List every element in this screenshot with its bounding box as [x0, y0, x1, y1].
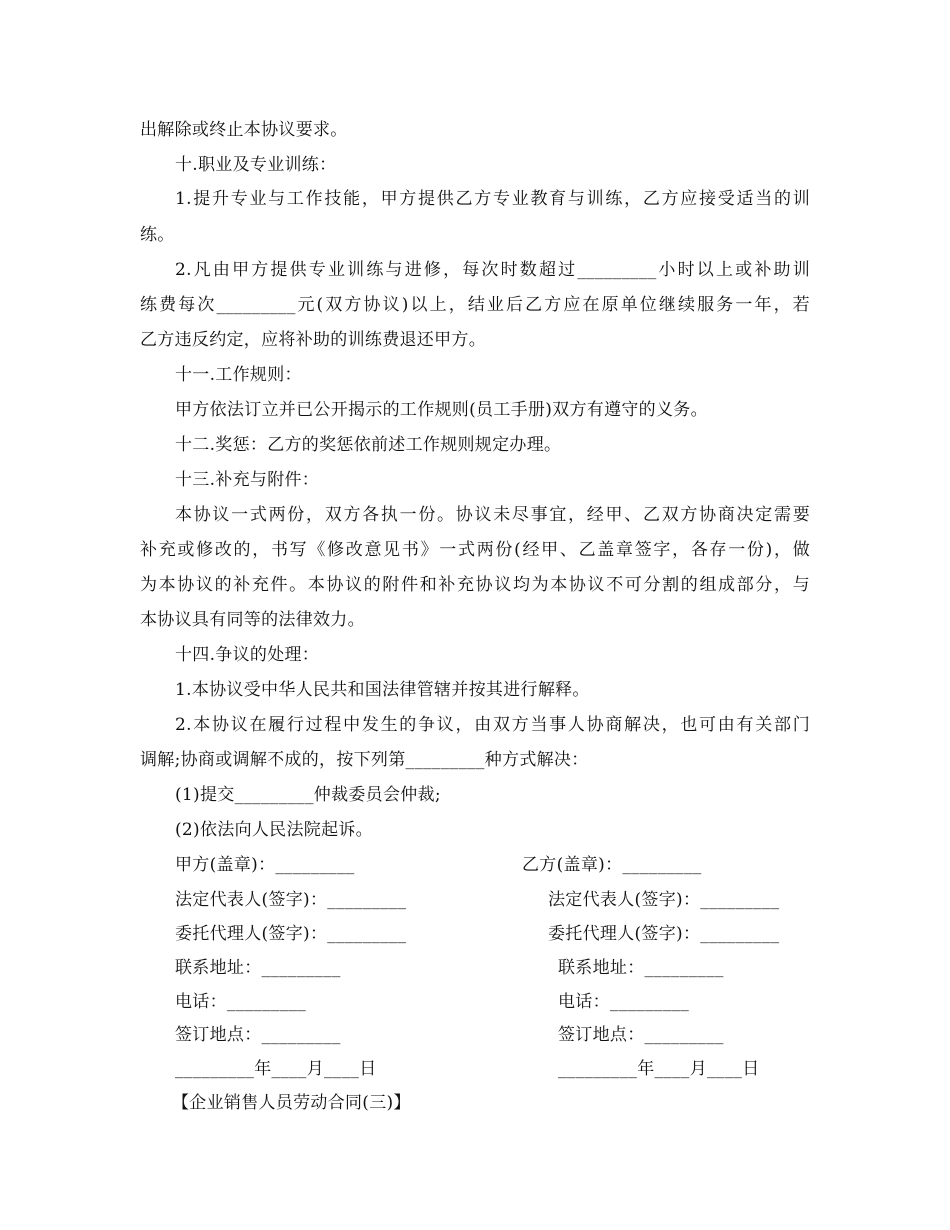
paragraph-line: (2)依法向人民法院起诉。: [175, 820, 373, 840]
sig-phone-b: 电话：_________: [558, 992, 690, 1012]
sig-address-b: 联系地址：_________: [558, 958, 724, 978]
sig-place-b: 签订地点：_________: [558, 1025, 724, 1045]
section-heading: 十一.工作规则：: [175, 365, 302, 385]
paragraph-line: 为本协议的补充件。本协议的附件和补充协议均为本协议不可分割的组成部分，与: [140, 575, 810, 595]
sig-phone-a: 电话：_________: [175, 992, 307, 1012]
paragraph-line: 练费每次_________元(双方协议)以上，结业后乙方应在原单位继续服务一年，若: [140, 295, 810, 315]
paragraph-line: 调解;协商或调解不成的，按下列第_________种方式解决：: [140, 750, 589, 770]
paragraph-line: (1)提交_________仲裁委员会仲裁;: [175, 785, 441, 805]
sig-agent-b: 委托代理人(签字)：_________: [548, 924, 780, 944]
paragraph-line: 1.本协议受中华人民共和国法律管辖并按其进行解释。: [175, 680, 590, 700]
section-heading: 十四.争议的处理：: [175, 645, 320, 665]
section-heading: 十三.补充与附件：: [175, 470, 320, 490]
paragraph-line: 本协议具有同等的法律效力。: [140, 610, 365, 630]
sig-seal-b: 乙方(盖章)：_________: [522, 855, 702, 875]
paragraph-line: 2.本协议在履行过程中发生的争议，由双方当事人协商解决，也可由有关部门: [175, 715, 810, 735]
sig-agent-a: 委托代理人(签字)：_________: [175, 924, 407, 944]
next-contract-title: 【企业销售人员劳动合同(三)】: [172, 1093, 411, 1113]
paragraph-line: 2.凡由甲方提供专业训练与进修，每次时数超过_________小时以上或补助训: [175, 260, 810, 280]
paragraph-line: 本协议一式两份，双方各执一份。协议未尽事宜，经甲、乙双方协商决定需要: [175, 505, 810, 525]
section-heading: 十二.奖惩：乙方的奖惩依前述工作规则规定办理。: [175, 435, 562, 455]
paragraph-line: 练。: [140, 225, 175, 245]
sig-address-a: 联系地址：_________: [175, 958, 341, 978]
sig-seal-a: 甲方(盖章)：_________: [175, 855, 355, 875]
section-heading: 十.职业及专业训练：: [175, 155, 337, 175]
sig-legal-rep-b: 法定代表人(签字)：_________: [548, 890, 780, 910]
paragraph-line: 乙方违反约定，应将补助的训练费退还甲方。: [140, 330, 486, 350]
sig-legal-rep-a: 法定代表人(签字)：_________: [175, 890, 407, 910]
sig-place-a: 签订地点：_________: [175, 1025, 341, 1045]
paragraph-line: 补充或修改的，书写《修改意见书》一式两份(经甲、乙盖章签字，各存一份)，做: [140, 540, 810, 560]
paragraph-line: 1.提升专业与工作技能，甲方提供乙方专业教育与训练，乙方应接受适当的训: [175, 189, 810, 209]
sig-date-b: _________年____月____日: [558, 1059, 760, 1079]
paragraph-line: 出解除或终止本协议要求。: [140, 120, 348, 140]
paragraph-line: 甲方依法订立并已公开揭示的工作规则(员工手册)双方有遵守的义务。: [175, 400, 708, 420]
sig-date-a: _________年____月____日: [175, 1059, 377, 1079]
